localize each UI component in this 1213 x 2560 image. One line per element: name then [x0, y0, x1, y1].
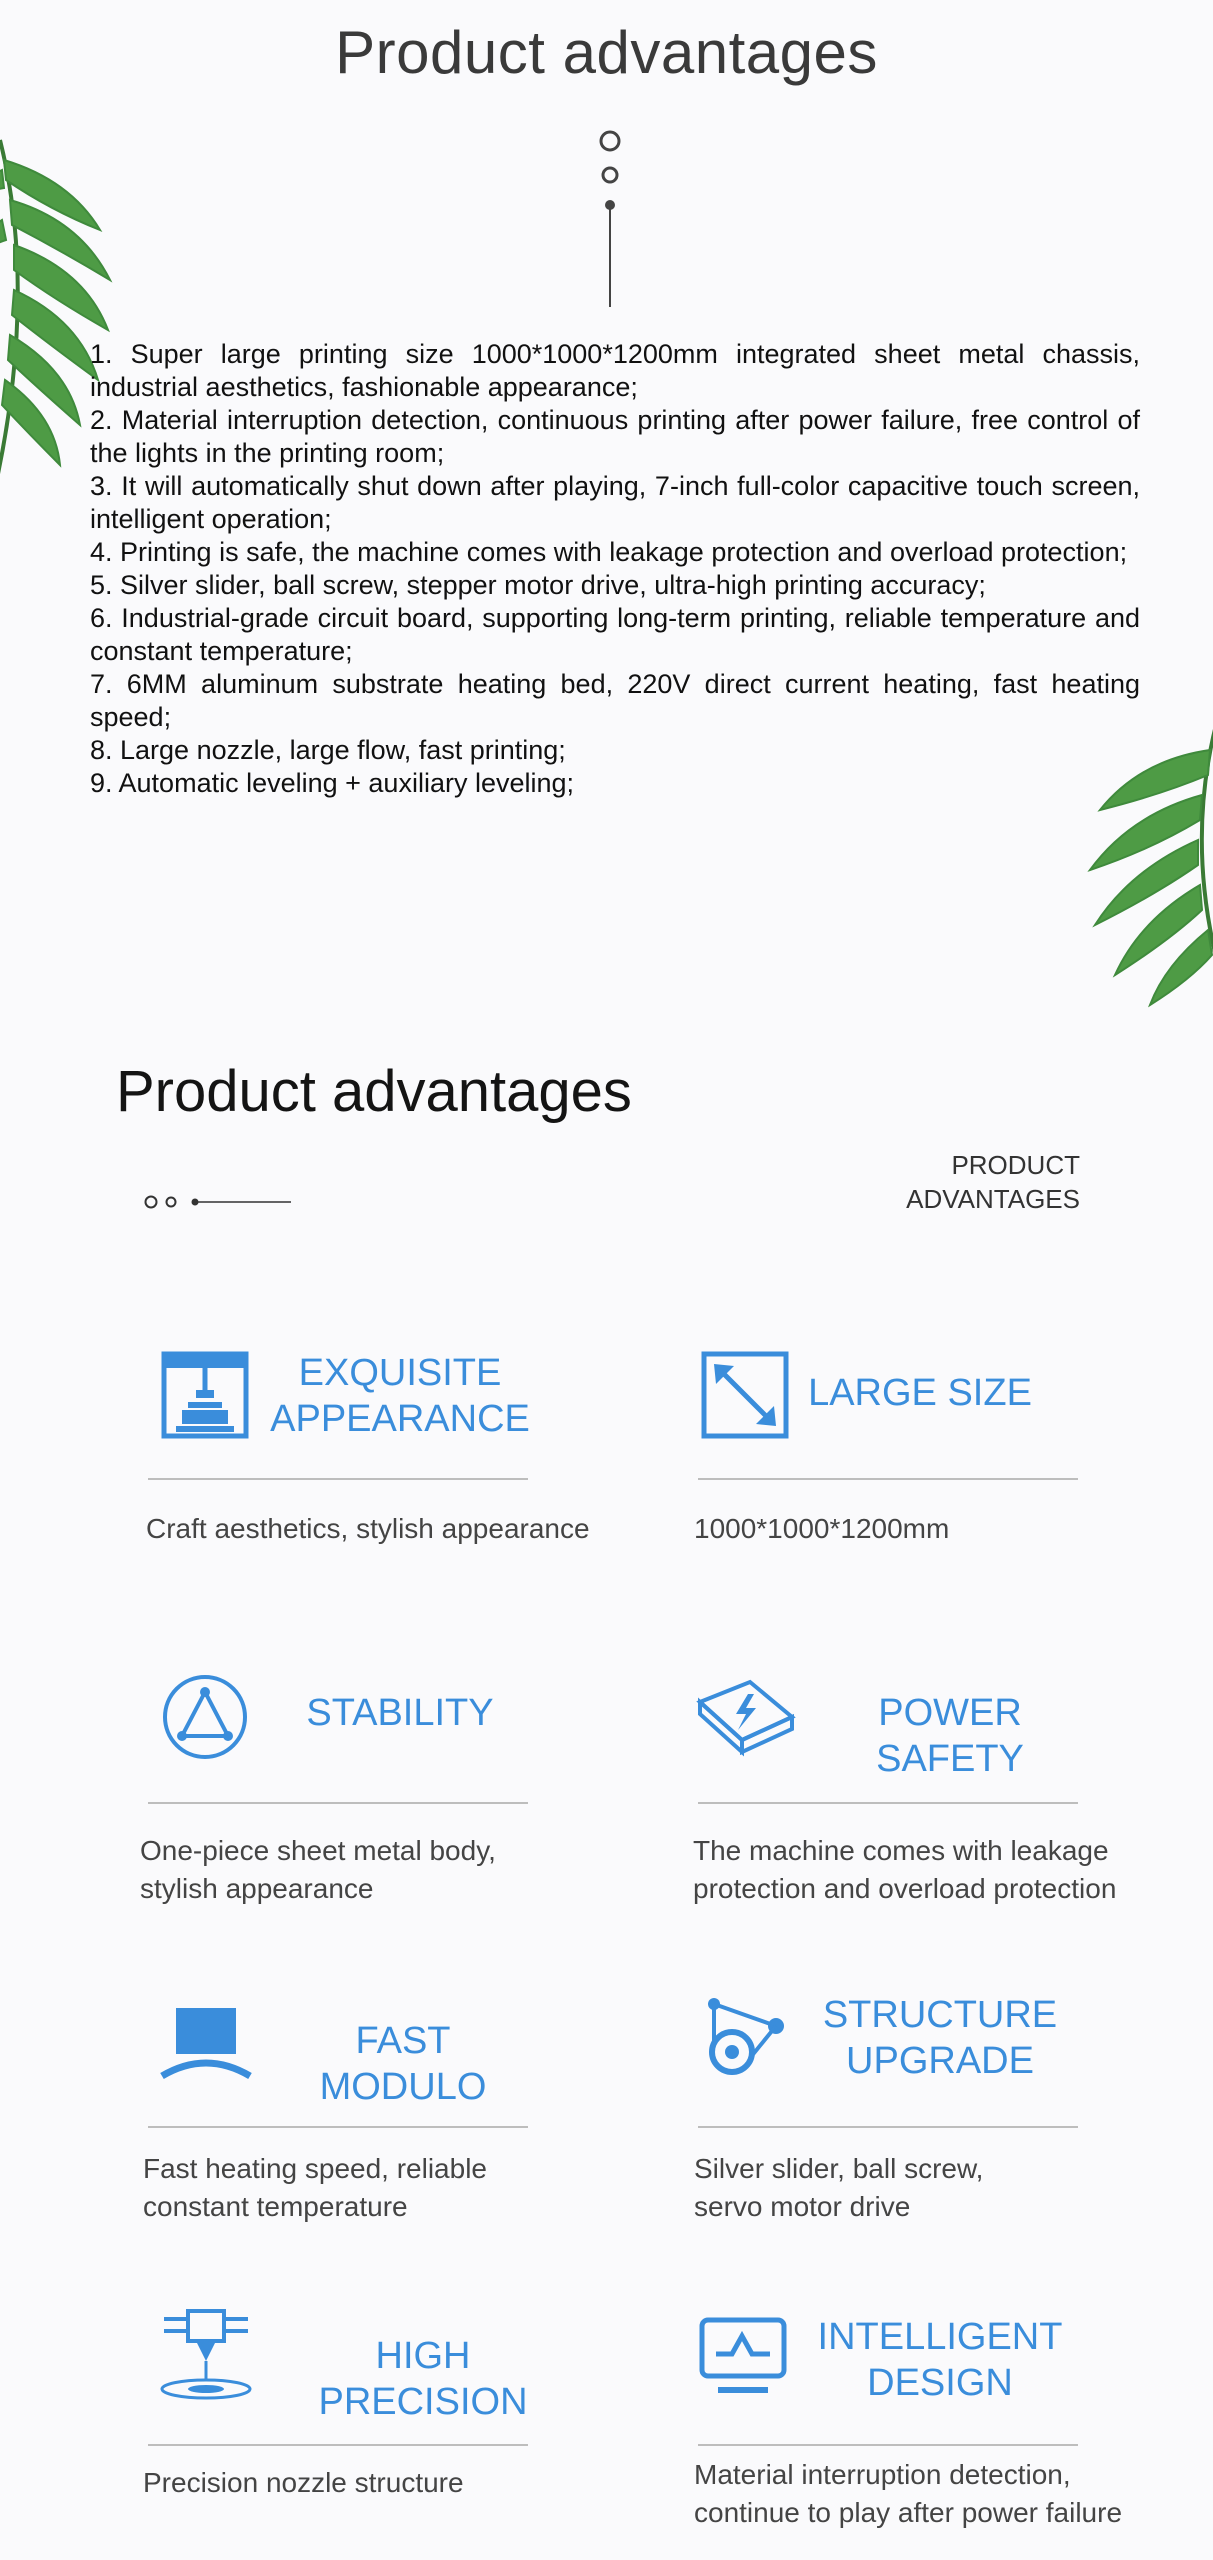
feature-title: POWER SAFETY [876, 1692, 1024, 1780]
advantages-list [90, 338, 1140, 800]
power-supply-icon [690, 1672, 800, 1762]
feature-desc: 1000*1000*1200mm [694, 1513, 950, 1544]
palm-leaf-icon [1070, 700, 1213, 1010]
printer-icon [160, 1350, 250, 1440]
vertical-dots-divider-icon [590, 125, 630, 310]
feature-title: HIGH PRECISION [318, 2335, 528, 2423]
nozzle-icon [156, 2305, 256, 2405]
english-subtitle: PRODUCT ADVANTAGES [906, 1150, 1080, 1214]
feature-title: STABILITY [306, 1692, 494, 1734]
section-title: Product advantages [335, 19, 878, 86]
monitor-wave-icon [698, 2310, 788, 2400]
list-item: 6. Industrial-grade circuit board, supporting long-term printing, reliable temperature and constant temperature; [90, 603, 1140, 666]
feature-desc: Silver slider, ball screw, servo motor drive [694, 2153, 984, 2222]
belt-pulley-icon [700, 1992, 790, 2082]
feature-title: LARGE SIZE [808, 1372, 1032, 1414]
list-item: 3. It will automatically shut down after playing, 7-inch full-color capacitive touch screen, intelligent operation; [90, 471, 1140, 534]
feature-desc: The machine comes with leakage protection and overload protection [693, 1835, 1117, 1904]
list-item: 2. Material interruption detection, continuous printing after power failure, free control of the lights in the printing room; [90, 405, 1140, 468]
list-item: 7. 6MM aluminum substrate heating bed, 220V direct current heating, fast heating speed; [90, 669, 1140, 732]
feature-title: EXQUISITE APPEARANCE [270, 1352, 530, 1440]
feature-desc: Precision nozzle structure [143, 2467, 464, 2498]
diagonal-resize-icon [700, 1350, 790, 1440]
list-item: 9. Automatic leveling + auxiliary leveling; [90, 768, 575, 798]
feature-title: FAST MODULO [319, 2020, 487, 2108]
divider [148, 2444, 528, 2446]
divider [148, 1802, 528, 1804]
divider [148, 2126, 528, 2128]
heating-plate-icon [156, 2000, 256, 2090]
divider [698, 1478, 1078, 1480]
feature-desc: Craft aesthetics, stylish appearance [146, 1513, 590, 1544]
feature-title: STRUCTURE UPGRADE [822, 1994, 1058, 2082]
list-item: 8. Large nozzle, large flow, fast printing; [90, 735, 566, 765]
list-item: 5. Silver slider, ball screw, stepper motor drive, ultra-high printing accuracy; [90, 570, 986, 600]
section-title: Product advantages [116, 1059, 632, 1124]
divider [698, 1802, 1078, 1804]
feature-title: INTELLIGENT DESIGN [817, 2316, 1063, 2404]
feature-desc: One-piece sheet metal body, stylish appearance [140, 1835, 496, 1904]
horizontal-dots-divider-icon [143, 1192, 293, 1212]
feature-desc: Fast heating speed, reliable constant temperature [143, 2153, 487, 2222]
divider [148, 1478, 528, 1480]
divider [698, 2126, 1078, 2128]
feature-desc: Material interruption detection, continue to play after power failure [694, 2459, 1123, 2528]
list-item: 4. Printing is safe, the machine comes with leakage protection and overload protection; [90, 537, 1128, 567]
list-item: 1. Super large printing size 1000*1000*1200mm integrated sheet metal chassis, industrial aesthetics, fashionable appearance; [90, 339, 1140, 402]
triangle-stability-icon [160, 1672, 250, 1762]
divider [698, 2444, 1078, 2446]
